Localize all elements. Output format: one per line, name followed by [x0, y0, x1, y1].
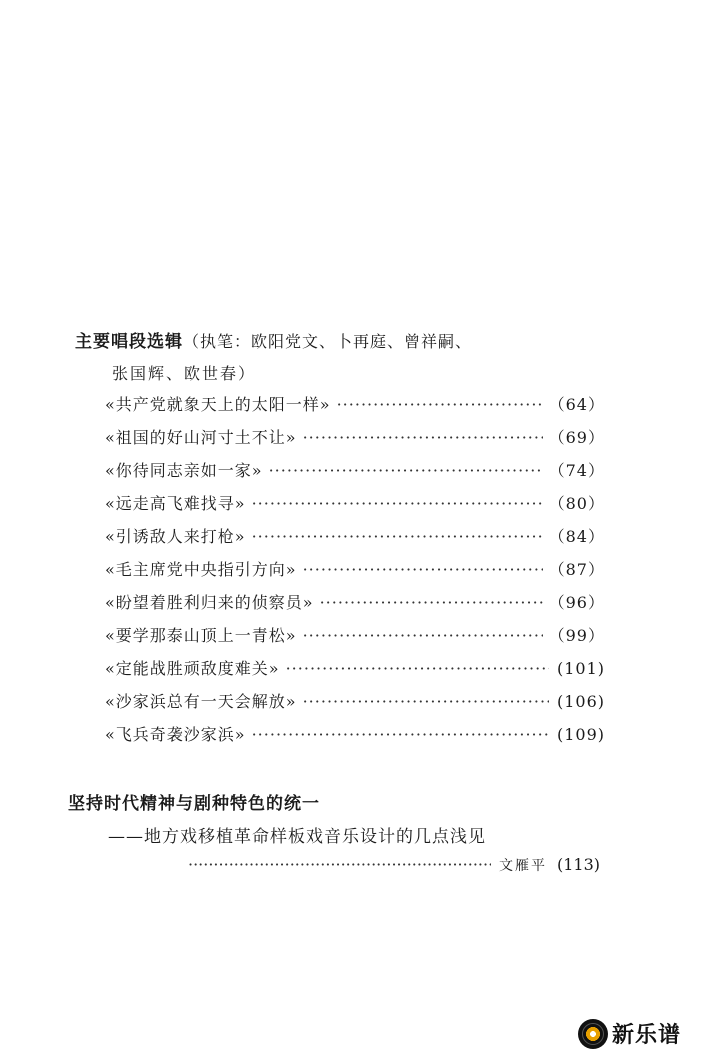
toc-entry-title: «引诱敌人来打枪» — [105, 527, 246, 546]
toc-entry-title: «共产党就象天上的太阳一样» — [105, 395, 331, 414]
toc-entry-page-number: （74） — [548, 461, 605, 480]
leader-dots — [303, 428, 543, 447]
essay-entry — [188, 855, 600, 875]
leader-dots — [188, 855, 491, 874]
toc-entry — [105, 425, 605, 458]
essay-page-number: (113) — [556, 855, 600, 874]
table-of-contents — [105, 392, 605, 755]
toc-entry — [105, 392, 605, 425]
leader-dots — [269, 461, 543, 480]
toc-entry-page-number: （84） — [548, 527, 605, 546]
essay-author: 文雁平 — [498, 858, 547, 874]
toc-entry — [105, 689, 605, 722]
toc-entry-title: «定能战胜顽敌度难关» — [105, 659, 280, 678]
toc-entry — [105, 656, 605, 689]
toc-entry — [105, 458, 605, 491]
leader-dots — [337, 395, 543, 414]
toc-entry-page-number: (109) — [556, 725, 605, 744]
leader-dots — [252, 725, 549, 744]
section-heading — [75, 327, 472, 352]
section-note-line1: （执笔：欧阳党文、卜再庭、曾祥嗣、 — [183, 332, 473, 351]
toc-entry-page-number: （64） — [548, 395, 605, 414]
toc-entry-page-number: （87） — [548, 560, 605, 579]
toc-entry — [105, 722, 605, 755]
record-disc-icon — [578, 1019, 608, 1049]
toc-entry — [105, 557, 605, 590]
leader-dots — [320, 593, 543, 612]
section-note-line2: 张国辉、欧世春） — [112, 364, 257, 383]
toc-entry-page-number: (106) — [556, 692, 605, 711]
toc-entry — [105, 524, 605, 557]
toc-entry — [105, 491, 605, 524]
toc-entry-page-number: （80） — [548, 494, 605, 513]
leader-dots — [303, 692, 549, 711]
toc-entry-title: «要学那泰山顶上一青松» — [105, 626, 297, 645]
toc-entry-page-number: （69） — [548, 428, 605, 447]
section-title: 主要唱段选辑 — [75, 332, 183, 352]
toc-entry-title: «沙家浜总有一天会解放» — [105, 692, 297, 711]
toc-entry-title: «远走高飞难找寻» — [105, 494, 246, 513]
leader-dots — [303, 626, 543, 645]
toc-entry — [105, 590, 605, 623]
toc-entry-title: «你待同志亲如一家» — [105, 461, 263, 480]
toc-entry-title: «祖国的好山河寸土不让» — [105, 428, 297, 447]
watermark-logo — [578, 1018, 681, 1049]
toc-entry-page-number: (101) — [556, 659, 605, 678]
toc-entry-title: «盼望着胜利归来的侦察员» — [105, 593, 314, 612]
toc-entry — [105, 623, 605, 656]
essay-subtitle: ——地方戏移植革命样板戏音乐设计的几点浅见 — [108, 827, 486, 847]
essay-title: 坚持时代精神与剧种特色的统一 — [68, 794, 320, 814]
leader-dots — [252, 527, 543, 546]
toc-entry-page-number: （99） — [548, 626, 605, 645]
toc-entry-title: «飞兵奇袭沙家浜» — [105, 725, 246, 744]
leader-dots — [286, 659, 549, 678]
leader-dots — [303, 560, 543, 579]
toc-entry-page-number: （96） — [548, 593, 605, 612]
toc-entry-title: «毛主席党中央指引方向» — [105, 560, 297, 579]
leader-dots — [252, 494, 543, 513]
watermark-text: 新乐谱 — [612, 1023, 682, 1048]
